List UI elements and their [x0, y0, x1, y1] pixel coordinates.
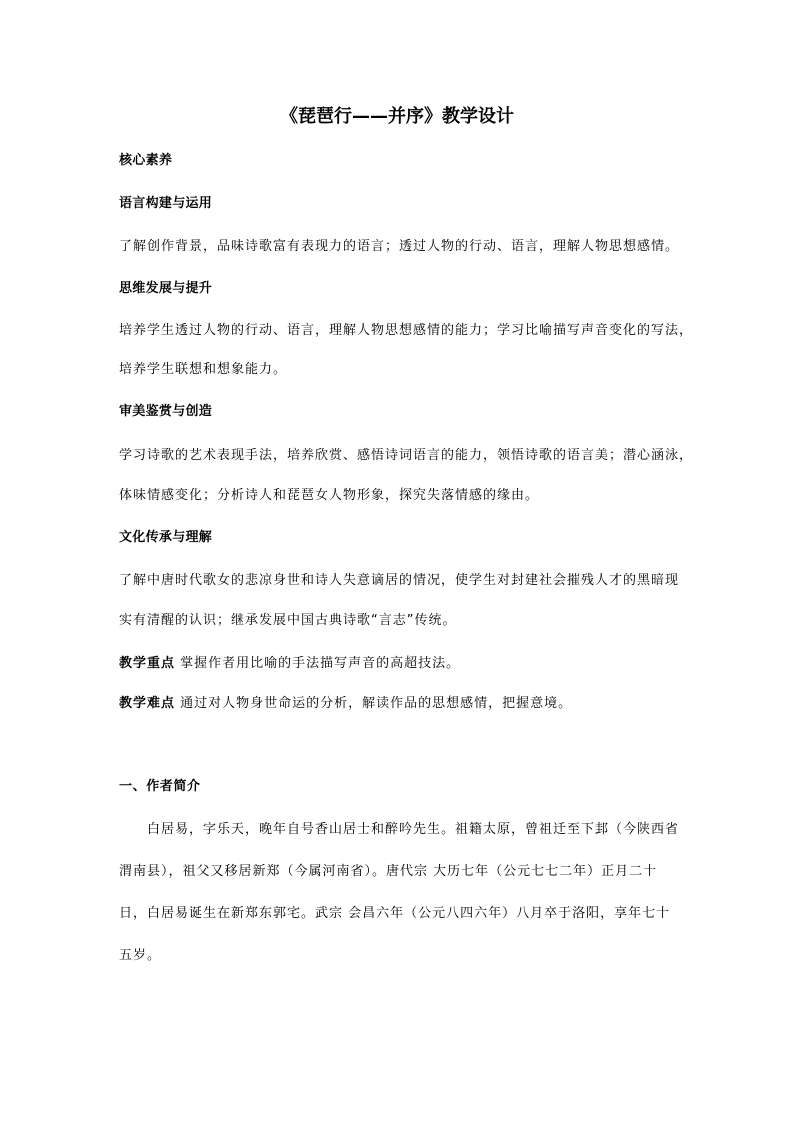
aesthetic-text-line: 学习诗歌的艺术表现手法，培养欣赏、感悟诗词语言的能力，领悟诗歌的语言美；潜心涵泳，: [119, 448, 694, 463]
culture-heading: 文化传承与理解: [119, 530, 213, 545]
culture-text-line: 了解中唐时代歌女的悲凉身世和诗人失意谪居的情况，使学生对封建社会摧残人才的黑暗现: [119, 573, 680, 588]
thinking-text-line: 培养学生联想和想象能力。: [119, 362, 288, 377]
difficulty-text: 通过对人物身世命运的分析，解读作品的思想感情，把握意境。: [180, 696, 573, 711]
language-heading: 语言构建与运用: [119, 196, 213, 211]
difficulty-label: 教学难点: [119, 696, 176, 711]
author-intro-line: 日，白居易诞生在新郑东郭宅。武宗 会昌六年（公元八四六年）八月卒于洛阳，享年七十: [119, 906, 671, 921]
author-intro-heading: 一、作者简介: [119, 779, 201, 794]
culture-text-line: 实有清醒的认识；继承发展中国古典诗歌“言志”传统。: [119, 613, 457, 628]
author-intro-line: 五岁。: [119, 948, 162, 963]
thinking-heading: 思维发展与提升: [119, 281, 213, 296]
thinking-text-line: 培养学生透过人物的行动、语言，理解人物思想感情的能力；学习比喻描写声音变化的写法，: [119, 323, 694, 338]
key-point-label: 教学重点: [119, 656, 176, 671]
document-title: 《琵琶行——并序》教学设计: [280, 106, 514, 127]
key-point: [119, 654, 460, 674]
aesthetic-heading: 审美鉴赏与创造: [119, 404, 213, 419]
aesthetic-text-line: 体味情感变化；分析诗人和琵琶女人物形象，探究失落情感的缘由。: [119, 488, 540, 503]
language-text: 了解创作背景，品味诗歌富有表现力的语言；透过人物的行动、语言，理解人物思想感情。: [119, 239, 680, 254]
author-intro-line: 渭南县），祖父又移居新郑（今属河南省）。唐代宗 大历七年（公元七七二年）正月二十: [119, 864, 658, 879]
difficulty: [119, 694, 572, 714]
core-literacy-heading: 核心素养: [119, 153, 173, 168]
key-point-text: 掌握作者用比喻的手法描写声音的高超技法。: [180, 656, 461, 671]
author-intro-line: 白居易，字乐天，晚年自号香山居士和醉吟先生。祖籍太原，曾祖迁至下邽（今陕西省: [147, 822, 680, 837]
